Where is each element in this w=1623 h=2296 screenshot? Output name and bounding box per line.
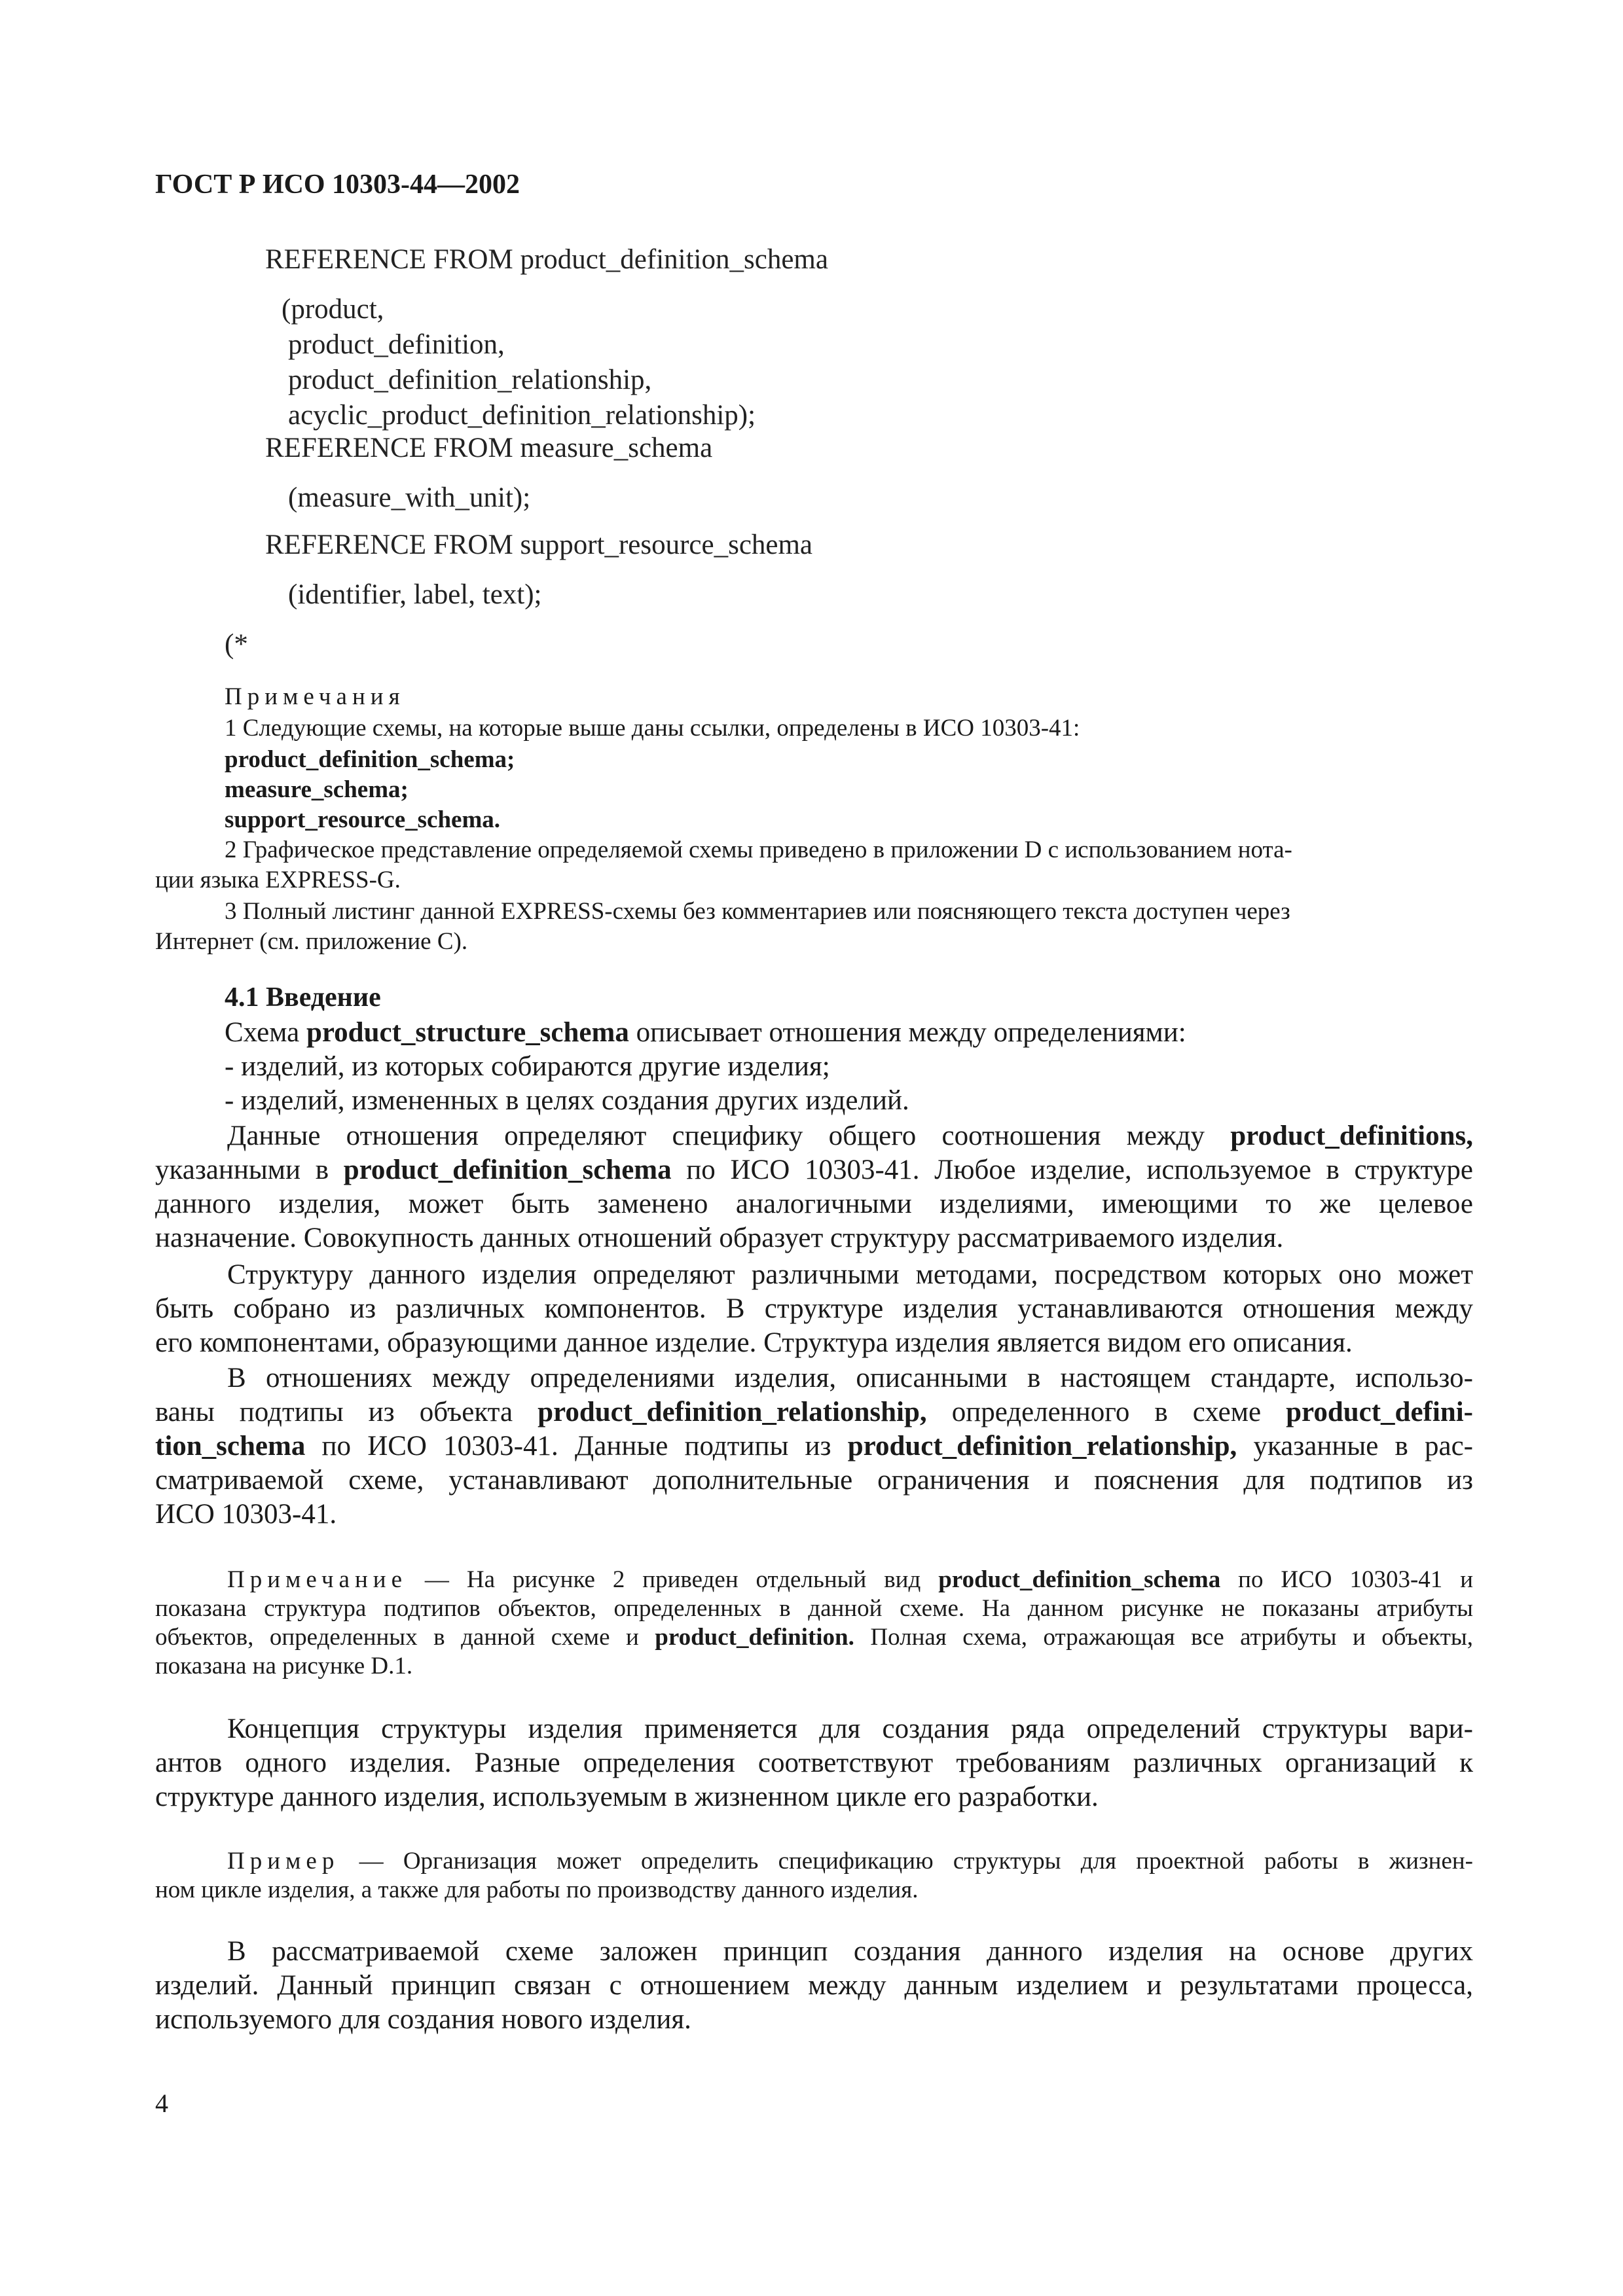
paragraph-line: быть собрано из различных компонентов. В структуре изделия устанавливаются отношения между xyxy=(155,1293,1473,1324)
paragraph-line: Концепция структуры изделия применяется для создания ряда определений структуры вари- xyxy=(227,1713,1473,1744)
note-line xyxy=(155,1623,1473,1652)
intro-line xyxy=(225,1016,1186,1050)
code-reference-product-definition: REFERENCE FROM product_definition_schema xyxy=(265,244,828,275)
code-item: product_definition_relationship, xyxy=(288,365,652,395)
bold-term: tion_schema xyxy=(155,1431,306,1462)
paragraph-line: его компонентами, образующими данное изделие. Структура изделия является видом его описания. xyxy=(155,1327,1353,1358)
bullet-2: - изделий, измененных в целях создания других изделий. xyxy=(225,1085,909,1116)
bold-term: product_definitions, xyxy=(1230,1121,1473,1151)
note-2-line-1: 2 Графическое представление определяемой схемы приведено в приложении D с использованием нота- xyxy=(225,836,1292,863)
note-2-line-2: ции языка EXPRESS-G. xyxy=(155,867,401,893)
note-line: показана на рисунке D.1. xyxy=(155,1653,413,1679)
paragraph-line: В рассматриваемой схеме заложен принцип создания данного изделия на основе других xyxy=(227,1936,1473,1967)
paragraph-line: Структуру данного изделия определяют различными методами, посредством которых оно может xyxy=(227,1259,1473,1290)
bold-term: product_definition_schema xyxy=(343,1155,672,1185)
note-line xyxy=(155,1847,1473,1876)
text: указанные в рас- xyxy=(1237,1431,1473,1462)
intro-text: Схема xyxy=(225,1017,306,1048)
bold-term: product_definition_relationship, xyxy=(538,1397,927,1427)
paragraph-line xyxy=(155,1153,1473,1187)
paragraph-line xyxy=(155,1395,1473,1429)
paragraph-line: данного изделия, может быть заменено аналогичными изделиями, имеющими то же целевое xyxy=(155,1189,1473,1219)
text: — На рисунке 2 приведен отдельный вид xyxy=(407,1566,939,1593)
text: Данные отношения определяют специфику общего соотношения между xyxy=(227,1121,1231,1151)
document-header: ГОСТ Р ИСО 10303-44—2002 xyxy=(155,170,520,200)
code-reference-support-resource: REFERENCE FROM support_resource_schema xyxy=(265,529,813,560)
schema-name-bold: product_structure_schema xyxy=(306,1017,629,1048)
example-note xyxy=(155,1847,1473,1905)
text: указанными в xyxy=(155,1155,344,1185)
note-3-line-1: 3 Полный листинг данной EXPRESS-схемы без комментариев или поясняющего текста доступен через xyxy=(225,898,1290,925)
paragraph-line: структуре данного изделия, используемым в жизненном цикле его разработки. xyxy=(155,1782,1099,1812)
bold-term: product_definition_schema xyxy=(938,1566,1221,1593)
bullet-1: - изделий, из которых собираются другие изделия; xyxy=(225,1051,830,1082)
paragraph-2 xyxy=(155,1258,1473,1360)
bold-term: product_defini- xyxy=(1286,1397,1473,1427)
code-item: acyclic_product_definition_relationship); xyxy=(288,400,756,431)
text: по ИСО 10303-41 и xyxy=(1220,1566,1473,1593)
code-item: product_definition, xyxy=(288,329,505,360)
text: по ИСО 10303-41. Данные подтипы из xyxy=(305,1431,848,1462)
paragraph-line: антов одного изделия. Разные определения соответствуют требованиям различных организаций к xyxy=(155,1748,1473,1778)
paragraph-5 xyxy=(155,1935,1473,2037)
paragraph-1 xyxy=(155,1119,1473,1255)
paragraph-line: ИСО 10303-41. xyxy=(155,1499,337,1530)
example-label: Пример xyxy=(227,1848,340,1874)
text: ваны подтипы из объекта xyxy=(155,1397,538,1427)
paragraph-line xyxy=(155,1119,1473,1153)
intro-text: описывает отношения между определениями: xyxy=(629,1017,1186,1048)
bold-term: product_definition. xyxy=(655,1624,854,1651)
schema-name: product_definition_schema; xyxy=(225,746,515,773)
paragraph-4 xyxy=(155,1712,1473,1814)
text: Полная схема, отражающая все атрибуты и объекты, xyxy=(854,1624,1473,1651)
code-item: (measure_with_unit); xyxy=(288,482,531,513)
schema-name: measure_schema; xyxy=(225,776,409,803)
code-item: (identifier, label, text); xyxy=(288,579,542,610)
paragraph-line: используемого для создания нового изделия. xyxy=(155,2004,691,2035)
note-3-line-2: Интернет (см. приложение С). xyxy=(155,928,468,955)
code-comment-open: (* xyxy=(225,629,248,660)
paragraph-line: В отношениях между определениями изделия, описанными в настоящем стандарте, использо- xyxy=(227,1363,1473,1393)
paragraph-3 xyxy=(155,1361,1473,1532)
text: — Организация может определить спецификацию структуры для проектной работы в жизнен- xyxy=(339,1848,1473,1874)
paragraph-line: назначение. Совокупность данных отношений образует структуру рассматриваемого изделия. xyxy=(155,1223,1284,1253)
schema-name: support_resource_schema. xyxy=(225,806,501,833)
note-line: ном цикле изделия, а также для работы по производству данного изделия. xyxy=(155,1876,919,1903)
bold-term: product_definition_relationship, xyxy=(847,1431,1237,1462)
section-heading: 4.1 Введение xyxy=(225,982,381,1013)
paragraph-line: сматриваемой схеме, устанавливают дополнительные ограничения и пояснения для подтипов из xyxy=(155,1465,1473,1496)
note-figure-2 xyxy=(155,1566,1473,1681)
text: по ИСО 10303-41. Любое изделие, используемое в структуре xyxy=(671,1155,1473,1185)
paragraph-line: изделий. Данный принцип связан с отношением между данным изделием и результатами процесса, xyxy=(155,1970,1473,2001)
note-label: Примечание xyxy=(227,1566,407,1593)
text: определенного в схеме xyxy=(926,1397,1286,1427)
note-line xyxy=(155,1566,1473,1594)
notes-title: Примечания xyxy=(225,683,405,710)
code-reference-measure: REFERENCE FROM measure_schema xyxy=(265,433,713,463)
code-item: (product, xyxy=(282,294,384,325)
note-line: показана структура подтипов объектов, определенных в данной схеме. На данном рисунке не показаны атрибуты xyxy=(155,1595,1473,1622)
page-number: 4 xyxy=(155,2089,168,2118)
paragraph-line xyxy=(155,1429,1473,1463)
text: объектов, определенных в данной схеме и xyxy=(155,1624,655,1651)
note-1: 1 Следующие схемы, на которые выше даны ссылки, определены в ИСО 10303-41: xyxy=(225,715,1080,742)
